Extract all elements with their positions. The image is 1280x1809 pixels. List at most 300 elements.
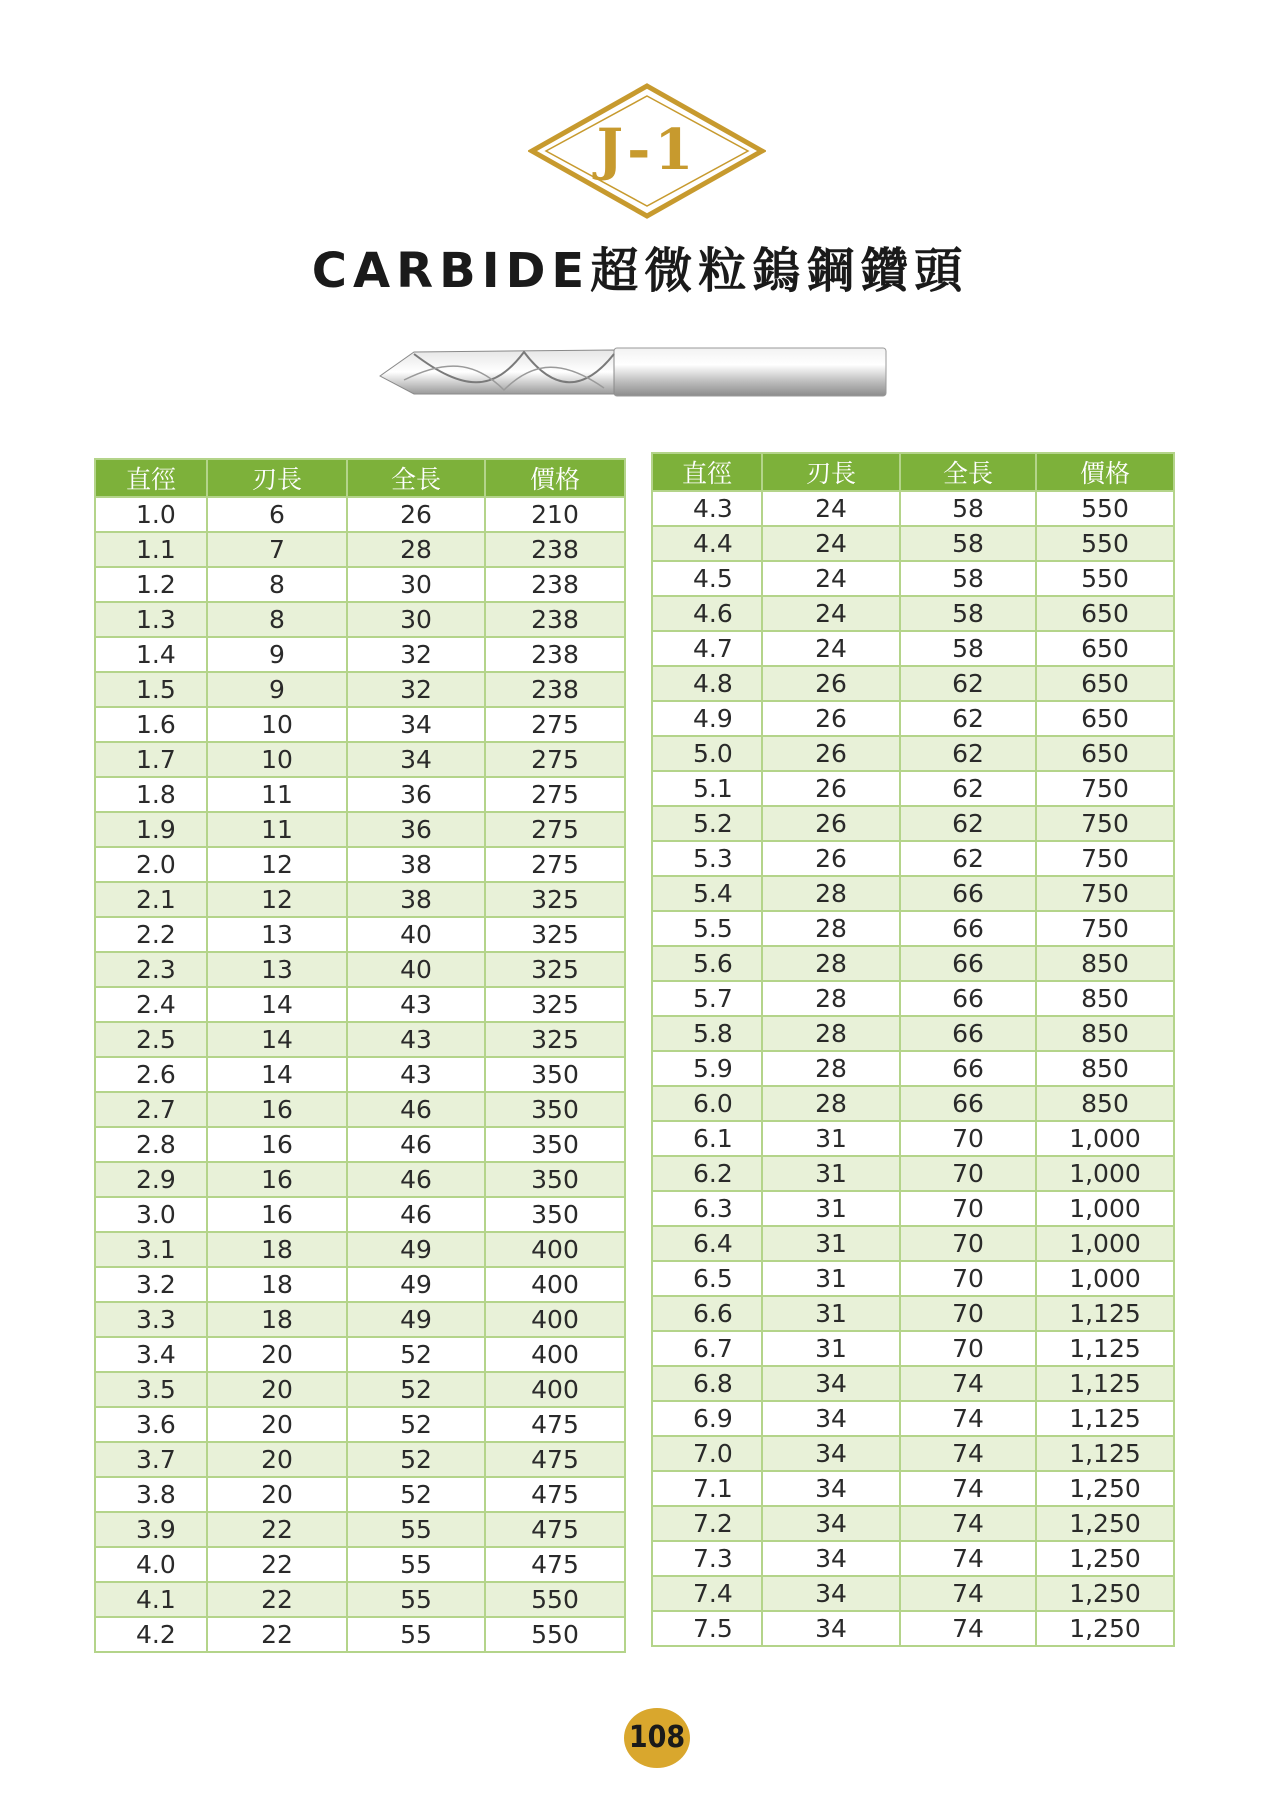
- cell-flute-length: 28: [762, 981, 900, 1016]
- cell-price: 475: [485, 1407, 625, 1442]
- cell-overall-length: 52: [347, 1477, 485, 1512]
- drill-bit-image: [374, 340, 890, 404]
- table-row: [95, 1092, 625, 1127]
- cell-diameter: 3.6: [95, 1407, 207, 1442]
- table-row: [652, 1016, 1174, 1051]
- cell-price: 750: [1036, 911, 1174, 946]
- cell-diameter: 5.2: [652, 806, 762, 841]
- cell-overall-length: 70: [900, 1261, 1036, 1296]
- cell-overall-length: 38: [347, 882, 485, 917]
- cell-price: 1,000: [1036, 1121, 1174, 1156]
- cell-overall-length: 43: [347, 1057, 485, 1092]
- cell-overall-length: 66: [900, 1086, 1036, 1121]
- cell-overall-length: 62: [900, 841, 1036, 876]
- cell-flute-length: 31: [762, 1261, 900, 1296]
- table-row: [95, 567, 625, 602]
- cell-diameter: 4.1: [95, 1582, 207, 1617]
- table-row: [652, 666, 1174, 701]
- cell-diameter: 1.1: [95, 532, 207, 567]
- table-row: [95, 1197, 625, 1232]
- cell-flute-length: 10: [207, 742, 347, 777]
- cell-price: 1,125: [1036, 1296, 1174, 1331]
- cell-diameter: 1.0: [95, 497, 207, 532]
- table-header-row: [95, 459, 625, 497]
- cell-price: 1,125: [1036, 1401, 1174, 1436]
- cell-price: 238: [485, 602, 625, 637]
- cell-flute-length: 22: [207, 1547, 347, 1582]
- cell-price: 550: [485, 1617, 625, 1652]
- cell-price: 1,000: [1036, 1156, 1174, 1191]
- cell-price: 275: [485, 847, 625, 882]
- table-row: [95, 1442, 625, 1477]
- cell-price: 1,250: [1036, 1471, 1174, 1506]
- cell-diameter: 2.3: [95, 952, 207, 987]
- table-row: [95, 707, 625, 742]
- cell-diameter: 7.1: [652, 1471, 762, 1506]
- cell-price: 275: [485, 742, 625, 777]
- cell-flute-length: 24: [762, 596, 900, 631]
- cell-price: 238: [485, 672, 625, 707]
- cell-overall-length: 30: [347, 602, 485, 637]
- cell-overall-length: 74: [900, 1506, 1036, 1541]
- cell-price: 325: [485, 882, 625, 917]
- cell-overall-length: 62: [900, 701, 1036, 736]
- cell-overall-length: 49: [347, 1267, 485, 1302]
- cell-diameter: 4.7: [652, 631, 762, 666]
- table-row: [95, 742, 625, 777]
- table-row: [652, 946, 1174, 981]
- cell-price: 238: [485, 532, 625, 567]
- table-row: [95, 987, 625, 1022]
- cell-diameter: 5.8: [652, 1016, 762, 1051]
- cell-price: 350: [485, 1092, 625, 1127]
- cell-overall-length: 62: [900, 736, 1036, 771]
- cell-overall-length: 43: [347, 1022, 485, 1057]
- table-row: [652, 1226, 1174, 1261]
- cell-overall-length: 66: [900, 981, 1036, 1016]
- cell-price: 400: [485, 1302, 625, 1337]
- cell-diameter: 2.6: [95, 1057, 207, 1092]
- cell-overall-length: 34: [347, 707, 485, 742]
- cell-overall-length: 66: [900, 911, 1036, 946]
- table-row: [95, 1127, 625, 1162]
- cell-price: 238: [485, 567, 625, 602]
- cell-flute-length: 26: [762, 666, 900, 701]
- cell-overall-length: 46: [347, 1162, 485, 1197]
- cell-price: 1,250: [1036, 1541, 1174, 1576]
- cell-price: 1,000: [1036, 1226, 1174, 1261]
- table-row: [95, 672, 625, 707]
- cell-diameter: 1.6: [95, 707, 207, 742]
- cell-flute-length: 26: [762, 701, 900, 736]
- cell-price: 275: [485, 812, 625, 847]
- cell-diameter: 1.3: [95, 602, 207, 637]
- cell-overall-length: 52: [347, 1407, 485, 1442]
- table-row: [652, 911, 1174, 946]
- cell-diameter: 1.8: [95, 777, 207, 812]
- table-row: [652, 1296, 1174, 1331]
- cell-flute-length: 8: [207, 567, 347, 602]
- table-row: [652, 876, 1174, 911]
- cell-price: 400: [485, 1232, 625, 1267]
- cell-diameter: 5.1: [652, 771, 762, 806]
- cell-price: 650: [1036, 701, 1174, 736]
- cell-price: 750: [1036, 806, 1174, 841]
- table-row: [95, 1407, 625, 1442]
- cell-diameter: 1.9: [95, 812, 207, 847]
- table-row: [652, 1121, 1174, 1156]
- cell-overall-length: 70: [900, 1121, 1036, 1156]
- cell-price: 850: [1036, 981, 1174, 1016]
- cell-flute-length: 31: [762, 1226, 900, 1261]
- cell-flute-length: 28: [762, 876, 900, 911]
- cell-diameter: 2.2: [95, 917, 207, 952]
- cell-overall-length: 46: [347, 1197, 485, 1232]
- cell-overall-length: 55: [347, 1547, 485, 1582]
- cell-overall-length: 55: [347, 1582, 485, 1617]
- cell-overall-length: 70: [900, 1226, 1036, 1261]
- cell-price: 400: [485, 1267, 625, 1302]
- cell-overall-length: 58: [900, 561, 1036, 596]
- cell-diameter: 2.1: [95, 882, 207, 917]
- cell-flute-length: 11: [207, 777, 347, 812]
- cell-flute-length: 24: [762, 561, 900, 596]
- cell-overall-length: 52: [347, 1337, 485, 1372]
- cell-flute-length: 16: [207, 1197, 347, 1232]
- cell-overall-length: 30: [347, 567, 485, 602]
- cell-price: 475: [485, 1442, 625, 1477]
- table-row: [95, 1267, 625, 1302]
- table-row: [95, 1162, 625, 1197]
- table-row: [652, 981, 1174, 1016]
- cell-price: 1,125: [1036, 1366, 1174, 1401]
- cell-diameter: 5.7: [652, 981, 762, 1016]
- cell-overall-length: 66: [900, 876, 1036, 911]
- cell-flute-length: 31: [762, 1331, 900, 1366]
- cell-flute-length: 6: [207, 497, 347, 532]
- cell-overall-length: 28: [347, 532, 485, 567]
- cell-overall-length: 70: [900, 1331, 1036, 1366]
- cell-diameter: 4.6: [652, 596, 762, 631]
- cell-flute-length: 18: [207, 1267, 347, 1302]
- table-row: [652, 1156, 1174, 1191]
- table-row: [652, 736, 1174, 771]
- table-row: [95, 1582, 625, 1617]
- cell-diameter: 7.2: [652, 1506, 762, 1541]
- cell-price: 275: [485, 707, 625, 742]
- cell-diameter: 3.9: [95, 1512, 207, 1547]
- cell-flute-length: 31: [762, 1296, 900, 1331]
- cell-flute-length: 8: [207, 602, 347, 637]
- cell-overall-length: 52: [347, 1372, 485, 1407]
- cell-flute-length: 34: [762, 1506, 900, 1541]
- cell-diameter: 1.7: [95, 742, 207, 777]
- cell-overall-length: 70: [900, 1191, 1036, 1226]
- cell-diameter: 1.5: [95, 672, 207, 707]
- cell-overall-length: 74: [900, 1401, 1036, 1436]
- cell-diameter: 7.5: [652, 1611, 762, 1646]
- price-table-right: [651, 452, 1175, 1647]
- cell-diameter: 3.5: [95, 1372, 207, 1407]
- table-row: [652, 1436, 1174, 1471]
- table-row: [95, 952, 625, 987]
- table-row: [652, 1261, 1174, 1296]
- cell-overall-length: 58: [900, 526, 1036, 561]
- cell-price: 400: [485, 1372, 625, 1407]
- cell-diameter: 4.8: [652, 666, 762, 701]
- cell-overall-length: 74: [900, 1471, 1036, 1506]
- cell-price: 350: [485, 1162, 625, 1197]
- cell-overall-length: 58: [900, 491, 1036, 526]
- cell-diameter: 5.9: [652, 1051, 762, 1086]
- table-row: [652, 491, 1174, 526]
- table-row: [95, 1372, 625, 1407]
- cell-flute-length: 14: [207, 1022, 347, 1057]
- cell-diameter: 6.8: [652, 1366, 762, 1401]
- cell-price: 650: [1036, 631, 1174, 666]
- cell-flute-length: 7: [207, 532, 347, 567]
- cell-price: 275: [485, 777, 625, 812]
- cell-overall-length: 66: [900, 946, 1036, 981]
- page-number-badge: 108: [624, 1708, 690, 1768]
- cell-diameter: 6.0: [652, 1086, 762, 1121]
- cell-diameter: 3.1: [95, 1232, 207, 1267]
- table-row: [95, 1232, 625, 1267]
- cell-flute-length: 16: [207, 1162, 347, 1197]
- cell-price: 350: [485, 1197, 625, 1232]
- cell-price: 400: [485, 1337, 625, 1372]
- cell-price: 1,250: [1036, 1576, 1174, 1611]
- table-row: [652, 1401, 1174, 1436]
- cell-price: 550: [1036, 526, 1174, 561]
- cell-overall-length: 32: [347, 672, 485, 707]
- cell-overall-length: 62: [900, 771, 1036, 806]
- cell-diameter: 3.7: [95, 1442, 207, 1477]
- cell-flute-length: 34: [762, 1611, 900, 1646]
- cell-diameter: 4.4: [652, 526, 762, 561]
- cell-overall-length: 36: [347, 812, 485, 847]
- cell-price: 1,000: [1036, 1191, 1174, 1226]
- table-header-row: [652, 453, 1174, 491]
- cell-diameter: 7.4: [652, 1576, 762, 1611]
- cell-overall-length: 66: [900, 1051, 1036, 1086]
- table-row: [652, 701, 1174, 736]
- header-overall-length: 全長: [900, 453, 1036, 491]
- header-overall-length: 全長: [347, 459, 485, 497]
- cell-overall-length: 58: [900, 631, 1036, 666]
- cell-overall-length: 70: [900, 1296, 1036, 1331]
- cell-price: 1,125: [1036, 1436, 1174, 1471]
- cell-flute-length: 34: [762, 1401, 900, 1436]
- header-price: 價格: [485, 459, 625, 497]
- table-row: [652, 1366, 1174, 1401]
- cell-flute-length: 20: [207, 1407, 347, 1442]
- cell-price: 550: [485, 1582, 625, 1617]
- table-row: [95, 882, 625, 917]
- cell-overall-length: 36: [347, 777, 485, 812]
- cell-diameter: 4.2: [95, 1617, 207, 1652]
- cell-flute-length: 22: [207, 1617, 347, 1652]
- cell-flute-length: 24: [762, 631, 900, 666]
- cell-flute-length: 28: [762, 911, 900, 946]
- cell-flute-length: 31: [762, 1156, 900, 1191]
- cell-overall-length: 26: [347, 497, 485, 532]
- cell-flute-length: 34: [762, 1436, 900, 1471]
- cell-price: 550: [1036, 491, 1174, 526]
- cell-price: 325: [485, 952, 625, 987]
- cell-price: 650: [1036, 596, 1174, 631]
- cell-price: 475: [485, 1512, 625, 1547]
- cell-price: 325: [485, 987, 625, 1022]
- cell-overall-length: 55: [347, 1512, 485, 1547]
- header-diameter: 直徑: [95, 459, 207, 497]
- logo-text: J-1: [596, 117, 698, 183]
- table-row: [95, 1547, 625, 1582]
- cell-diameter: 3.2: [95, 1267, 207, 1302]
- table-body-right: [652, 491, 1174, 1646]
- cell-diameter: 6.1: [652, 1121, 762, 1156]
- cell-diameter: 5.6: [652, 946, 762, 981]
- cell-price: 850: [1036, 1016, 1174, 1051]
- table-row: [652, 1086, 1174, 1121]
- table-row: [652, 631, 1174, 666]
- table-row: [95, 917, 625, 952]
- cell-diameter: 6.6: [652, 1296, 762, 1331]
- cell-flute-length: 18: [207, 1302, 347, 1337]
- header-diameter: 直徑: [652, 453, 762, 491]
- table-row: [95, 1617, 625, 1652]
- cell-overall-length: 32: [347, 637, 485, 672]
- cell-overall-length: 52: [347, 1442, 485, 1477]
- table-row: [95, 1057, 625, 1092]
- cell-overall-length: 40: [347, 917, 485, 952]
- cell-flute-length: 14: [207, 1057, 347, 1092]
- cell-flute-length: 34: [762, 1541, 900, 1576]
- cell-overall-length: 74: [900, 1541, 1036, 1576]
- cell-price: 475: [485, 1547, 625, 1582]
- cell-price: 1,250: [1036, 1506, 1174, 1541]
- cell-flute-length: 16: [207, 1127, 347, 1162]
- table-row: [652, 841, 1174, 876]
- cell-flute-length: 20: [207, 1337, 347, 1372]
- cell-diameter: 3.4: [95, 1337, 207, 1372]
- cell-price: 475: [485, 1477, 625, 1512]
- cell-overall-length: 55: [347, 1617, 485, 1652]
- cell-overall-length: 46: [347, 1092, 485, 1127]
- cell-diameter: 4.3: [652, 491, 762, 526]
- cell-diameter: 6.3: [652, 1191, 762, 1226]
- cell-overall-length: 34: [347, 742, 485, 777]
- cell-price: 850: [1036, 1086, 1174, 1121]
- cell-diameter: 6.9: [652, 1401, 762, 1436]
- cell-diameter: 3.0: [95, 1197, 207, 1232]
- cell-flute-length: 28: [762, 1051, 900, 1086]
- cell-diameter: 6.7: [652, 1331, 762, 1366]
- table-row: [652, 1541, 1174, 1576]
- cell-diameter: 3.3: [95, 1302, 207, 1337]
- cell-diameter: 2.5: [95, 1022, 207, 1057]
- price-table-left: [94, 458, 626, 1653]
- cell-flute-length: 11: [207, 812, 347, 847]
- cell-flute-length: 18: [207, 1232, 347, 1267]
- cell-price: 750: [1036, 771, 1174, 806]
- cell-flute-length: 31: [762, 1121, 900, 1156]
- page-title: CARBIDE超微粒鎢鋼鑽頭: [311, 243, 969, 299]
- cell-flute-length: 26: [762, 771, 900, 806]
- table-row: [95, 777, 625, 812]
- cell-flute-length: 24: [762, 491, 900, 526]
- cell-flute-length: 9: [207, 637, 347, 672]
- cell-price: 1,125: [1036, 1331, 1174, 1366]
- cell-flute-length: 13: [207, 917, 347, 952]
- cell-price: 650: [1036, 666, 1174, 701]
- cell-overall-length: 74: [900, 1611, 1036, 1646]
- cell-overall-length: 40: [347, 952, 485, 987]
- cell-diameter: 2.7: [95, 1092, 207, 1127]
- table-row: [95, 812, 625, 847]
- cell-diameter: 2.9: [95, 1162, 207, 1197]
- table-row: [95, 1337, 625, 1372]
- cell-overall-length: 49: [347, 1232, 485, 1267]
- cell-flute-length: 20: [207, 1477, 347, 1512]
- cell-flute-length: 28: [762, 1016, 900, 1051]
- header-flute-length: 刃長: [762, 453, 900, 491]
- cell-price: 550: [1036, 561, 1174, 596]
- cell-diameter: 2.0: [95, 847, 207, 882]
- cell-diameter: 3.8: [95, 1477, 207, 1512]
- cell-overall-length: 74: [900, 1366, 1036, 1401]
- table-row: [95, 532, 625, 567]
- cell-flute-length: 22: [207, 1512, 347, 1547]
- cell-flute-length: 24: [762, 526, 900, 561]
- cell-overall-length: 62: [900, 666, 1036, 701]
- cell-price: 850: [1036, 946, 1174, 981]
- cell-price: 350: [485, 1057, 625, 1092]
- table-row: [652, 771, 1174, 806]
- cell-price: 210: [485, 497, 625, 532]
- cell-flute-length: 16: [207, 1092, 347, 1127]
- cell-overall-length: 62: [900, 806, 1036, 841]
- table-row: [95, 1022, 625, 1057]
- cell-flute-length: 12: [207, 847, 347, 882]
- cell-overall-length: 74: [900, 1576, 1036, 1611]
- cell-price: 1,250: [1036, 1611, 1174, 1646]
- cell-diameter: 7.3: [652, 1541, 762, 1576]
- cell-flute-length: 20: [207, 1372, 347, 1407]
- table-row: [652, 526, 1174, 561]
- cell-overall-length: 38: [347, 847, 485, 882]
- cell-flute-length: 26: [762, 736, 900, 771]
- cell-diameter: 7.0: [652, 1436, 762, 1471]
- cell-price: 325: [485, 917, 625, 952]
- cell-diameter: 2.4: [95, 987, 207, 1022]
- cell-overall-length: 46: [347, 1127, 485, 1162]
- table-row: [95, 497, 625, 532]
- table-row: [652, 1331, 1174, 1366]
- cell-price: 750: [1036, 841, 1174, 876]
- cell-price: 650: [1036, 736, 1174, 771]
- cell-overall-length: 66: [900, 1016, 1036, 1051]
- cell-diameter: 2.8: [95, 1127, 207, 1162]
- table-row: [652, 1471, 1174, 1506]
- cell-price: 325: [485, 1022, 625, 1057]
- cell-diameter: 5.5: [652, 911, 762, 946]
- table-body-left: [95, 497, 625, 1652]
- cell-price: 350: [485, 1127, 625, 1162]
- table-row: [652, 1191, 1174, 1226]
- table-row: [95, 637, 625, 672]
- header-price: 價格: [1036, 453, 1174, 491]
